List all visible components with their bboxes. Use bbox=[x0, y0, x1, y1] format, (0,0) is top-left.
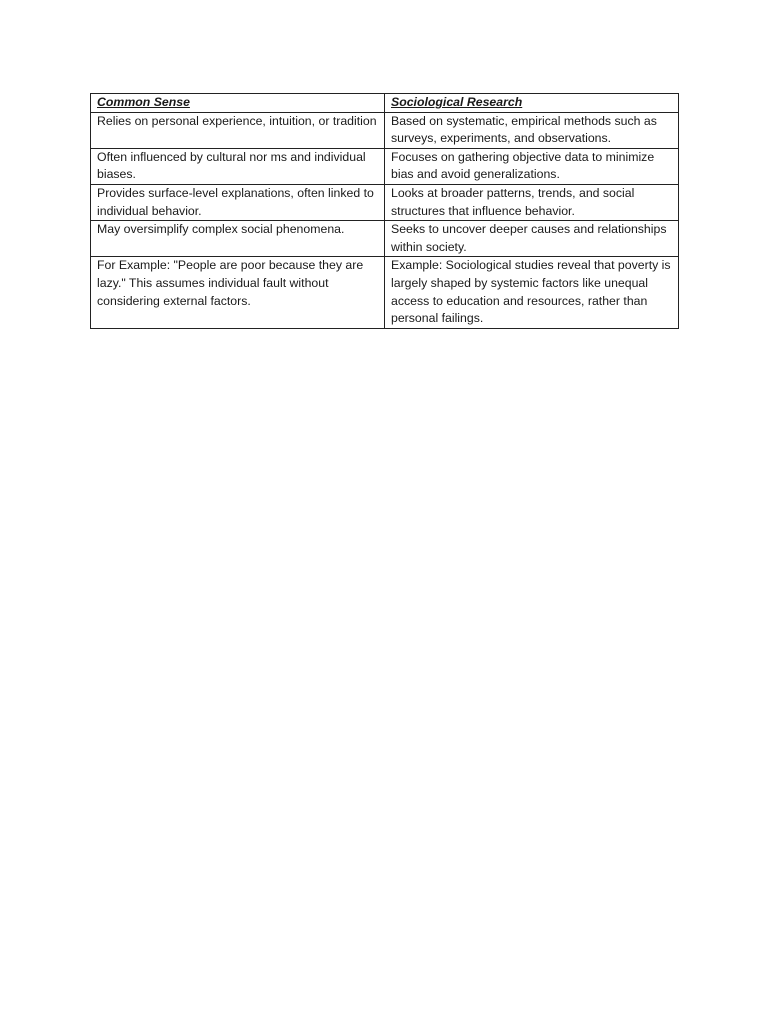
table-cell: Based on systematic, empirical methods such as surveys, experiments, and observations. bbox=[385, 112, 679, 148]
table-cell: Looks at broader patterns, trends, and social structures that influence behavior. bbox=[385, 184, 679, 220]
table-cell: Example: Sociological studies reveal that poverty is largely shaped by systemic factors like unequal access to education and resources, rather than personal failings. bbox=[385, 257, 679, 328]
table-cell: Provides surface-level explanations, often linked to individual behavior. bbox=[91, 184, 385, 220]
table-cell: Relies on personal experience, intuition, or tradition bbox=[91, 112, 385, 148]
table-row bbox=[91, 221, 679, 257]
table-row bbox=[91, 257, 679, 328]
comparison-table bbox=[90, 93, 679, 329]
table-cell: Focuses on gathering objective data to minimize bias and avoid generalizations. bbox=[385, 148, 679, 184]
table-row bbox=[91, 112, 679, 148]
table-header-row bbox=[91, 94, 679, 113]
table-cell: Often influenced by cultural nor ms and individual biases. bbox=[91, 148, 385, 184]
header-common-sense: Common Sense bbox=[91, 94, 385, 113]
header-sociological-research: Sociological Research bbox=[385, 94, 679, 113]
table-cell: Seeks to uncover deeper causes and relationships within society. bbox=[385, 221, 679, 257]
table-cell: May oversimplify complex social phenomena. bbox=[91, 221, 385, 257]
table-row bbox=[91, 148, 679, 184]
table-row bbox=[91, 184, 679, 220]
table-cell: For Example: "People are poor because they are lazy." This assumes individual fault without considering external factors. bbox=[91, 257, 385, 328]
